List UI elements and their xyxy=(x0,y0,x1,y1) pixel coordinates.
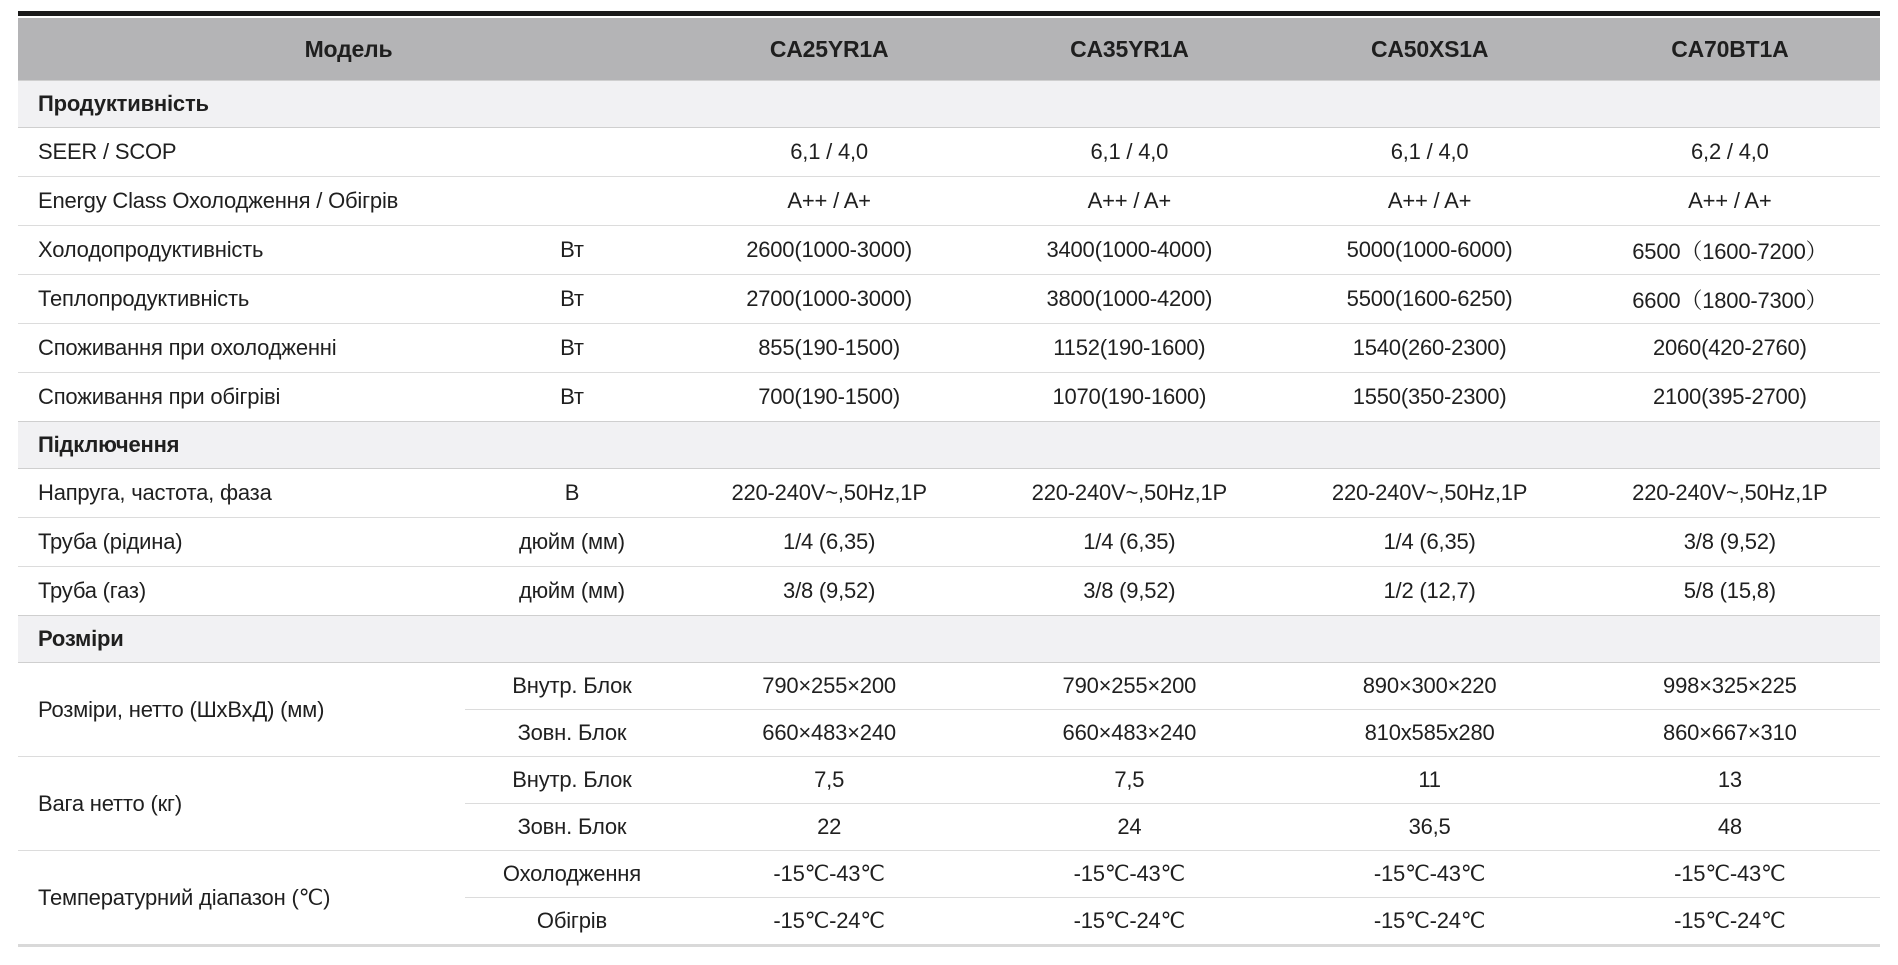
spec-unit xyxy=(465,128,679,177)
spec-unit: Вт xyxy=(465,226,679,275)
spec-value: 220-240V~,50Hz,1P xyxy=(1279,469,1579,518)
spec-value: A++ / A+ xyxy=(979,177,1279,226)
spec-value: 13 xyxy=(1580,757,1880,804)
spec-table-container xyxy=(18,11,1880,947)
spec-value: 1550(350-2300) xyxy=(1279,373,1579,422)
spec-row-heating-consumption xyxy=(18,373,1880,422)
spec-value: -15℃-24℃ xyxy=(1279,898,1579,946)
spec-value: 6500（1600-7200） xyxy=(1580,226,1880,275)
model-header-label: Модель xyxy=(18,18,679,81)
spec-value: 998×325×225 xyxy=(1580,663,1880,710)
spec-value: 1/4 (6,35) xyxy=(1279,518,1579,567)
spec-value: 2060(420-2760) xyxy=(1580,324,1880,373)
model-column-header: CA25YR1A xyxy=(679,18,979,81)
spec-label: Труба (рідина) xyxy=(18,518,465,567)
spec-value: 810x585x280 xyxy=(1279,710,1579,757)
spec-value: A++ / A+ xyxy=(1580,177,1880,226)
model-column-header: CA35YR1A xyxy=(979,18,1279,81)
spec-value: 5500(1600-6250) xyxy=(1279,275,1579,324)
section-row-dimensions xyxy=(18,616,1880,663)
spec-sublabel: Внутр. Блок xyxy=(465,663,679,710)
spec-value: 2100(395-2700) xyxy=(1580,373,1880,422)
spec-value: 700(190-1500) xyxy=(679,373,979,422)
section-row-productivity xyxy=(18,81,1880,128)
spec-label: SEER / SCOP xyxy=(18,128,465,177)
spec-unit: Вт xyxy=(465,275,679,324)
spec-value: 11 xyxy=(1279,757,1579,804)
spec-value: 6,1 / 4,0 xyxy=(1279,128,1579,177)
spec-value: 5/8 (15,8) xyxy=(1580,567,1880,616)
spec-row-seer-scop xyxy=(18,128,1880,177)
spec-value: 6,2 / 4,0 xyxy=(1580,128,1880,177)
spec-label: Теплопродуктивність xyxy=(18,275,465,324)
spec-sublabel: Охолодження xyxy=(465,851,679,898)
spec-label: Холодопродуктивність xyxy=(18,226,465,275)
spec-value: 1/4 (6,35) xyxy=(979,518,1279,567)
spec-label: Energy Class Охолодження / Обігрів xyxy=(18,177,465,226)
spec-label: Споживання при охолодженні xyxy=(18,324,465,373)
spec-row-voltage xyxy=(18,469,1880,518)
spec-row-pipe-gas xyxy=(18,567,1880,616)
spec-sublabel: Зовн. Блок xyxy=(465,710,679,757)
spec-value: -15℃-43℃ xyxy=(979,851,1279,898)
spec-label: Споживання при обігріві xyxy=(18,373,465,422)
spec-label: Труба (газ) xyxy=(18,567,465,616)
spec-value: 3800(1000-4200) xyxy=(979,275,1279,324)
spec-value: 2700(1000-3000) xyxy=(679,275,979,324)
top-accent-bar xyxy=(18,11,1880,16)
spec-unit: В xyxy=(465,469,679,518)
spec-value: 7,5 xyxy=(679,757,979,804)
spec-group-dimensions-indoor xyxy=(18,663,1880,710)
spec-value: 890×300×220 xyxy=(1279,663,1579,710)
spec-label: Напруга, частота, фаза xyxy=(18,469,465,518)
spec-unit: Вт xyxy=(465,373,679,422)
spec-value: -15℃-43℃ xyxy=(679,851,979,898)
spec-value: -15℃-24℃ xyxy=(1580,898,1880,946)
spec-value: 6,1 / 4,0 xyxy=(679,128,979,177)
section-row-connection xyxy=(18,422,1880,469)
spec-value: 6600（1800-7300） xyxy=(1580,275,1880,324)
spec-value: 3/8 (9,52) xyxy=(679,567,979,616)
spec-value: 5000(1000-6000) xyxy=(1279,226,1579,275)
spec-value: 1/4 (6,35) xyxy=(679,518,979,567)
spec-value: -15℃-43℃ xyxy=(1279,851,1579,898)
spec-group-temp-cooling xyxy=(18,851,1880,898)
spec-unit: дюйм (мм) xyxy=(465,567,679,616)
spec-unit xyxy=(465,177,679,226)
spec-value: -15℃-43℃ xyxy=(1580,851,1880,898)
spec-table xyxy=(18,18,1880,947)
spec-value: 1070(190-1600) xyxy=(979,373,1279,422)
spec-value: 220-240V~,50Hz,1P xyxy=(979,469,1279,518)
spec-group-label: Температурний діапазон (℃) xyxy=(18,851,465,946)
spec-unit: дюйм (мм) xyxy=(465,518,679,567)
spec-row-heating-capacity xyxy=(18,275,1880,324)
model-column-header: CA70BT1A xyxy=(1580,18,1880,81)
table-header-row xyxy=(18,18,1880,81)
spec-value: 7,5 xyxy=(979,757,1279,804)
spec-value: 3/8 (9,52) xyxy=(979,567,1279,616)
spec-sublabel: Внутр. Блок xyxy=(465,757,679,804)
spec-row-pipe-liquid xyxy=(18,518,1880,567)
spec-group-label: Розміри, нетто (ШхВхД) (мм) xyxy=(18,663,465,757)
model-column-header: CA50XS1A xyxy=(1279,18,1579,81)
spec-value: 790×255×200 xyxy=(679,663,979,710)
spec-value: 220-240V~,50Hz,1P xyxy=(679,469,979,518)
spec-value: -15℃-24℃ xyxy=(679,898,979,946)
spec-sublabel: Зовн. Блок xyxy=(465,804,679,851)
section-title: Підключення xyxy=(18,422,1880,469)
spec-value: 790×255×200 xyxy=(979,663,1279,710)
spec-group-weight-indoor xyxy=(18,757,1880,804)
spec-row-cooling-capacity xyxy=(18,226,1880,275)
spec-value: 660×483×240 xyxy=(979,710,1279,757)
spec-value: 6,1 / 4,0 xyxy=(979,128,1279,177)
section-title: Розміри xyxy=(18,616,1880,663)
spec-value: A++ / A+ xyxy=(1279,177,1579,226)
spec-unit: Вт xyxy=(465,324,679,373)
section-title: Продуктивність xyxy=(18,81,1880,128)
spec-value: -15℃-24℃ xyxy=(979,898,1279,946)
spec-value: 1/2 (12,7) xyxy=(1279,567,1579,616)
spec-sublabel: Обігрів xyxy=(465,898,679,946)
spec-row-energy-class xyxy=(18,177,1880,226)
spec-value: 855(190-1500) xyxy=(679,324,979,373)
spec-value: 1540(260-2300) xyxy=(1279,324,1579,373)
spec-value: 3400(1000-4000) xyxy=(979,226,1279,275)
spec-value: 220-240V~,50Hz,1P xyxy=(1580,469,1880,518)
spec-group-label: Вага нетто (кг) xyxy=(18,757,465,851)
spec-value: 860×667×310 xyxy=(1580,710,1880,757)
spec-value: 36,5 xyxy=(1279,804,1579,851)
spec-value: 48 xyxy=(1580,804,1880,851)
spec-row-cooling-consumption xyxy=(18,324,1880,373)
spec-value: 22 xyxy=(679,804,979,851)
spec-value: 660×483×240 xyxy=(679,710,979,757)
spec-value: 2600(1000-3000) xyxy=(679,226,979,275)
spec-value: A++ / A+ xyxy=(679,177,979,226)
spec-value: 1152(190-1600) xyxy=(979,324,1279,373)
spec-value: 3/8 (9,52) xyxy=(1580,518,1880,567)
spec-value: 24 xyxy=(979,804,1279,851)
